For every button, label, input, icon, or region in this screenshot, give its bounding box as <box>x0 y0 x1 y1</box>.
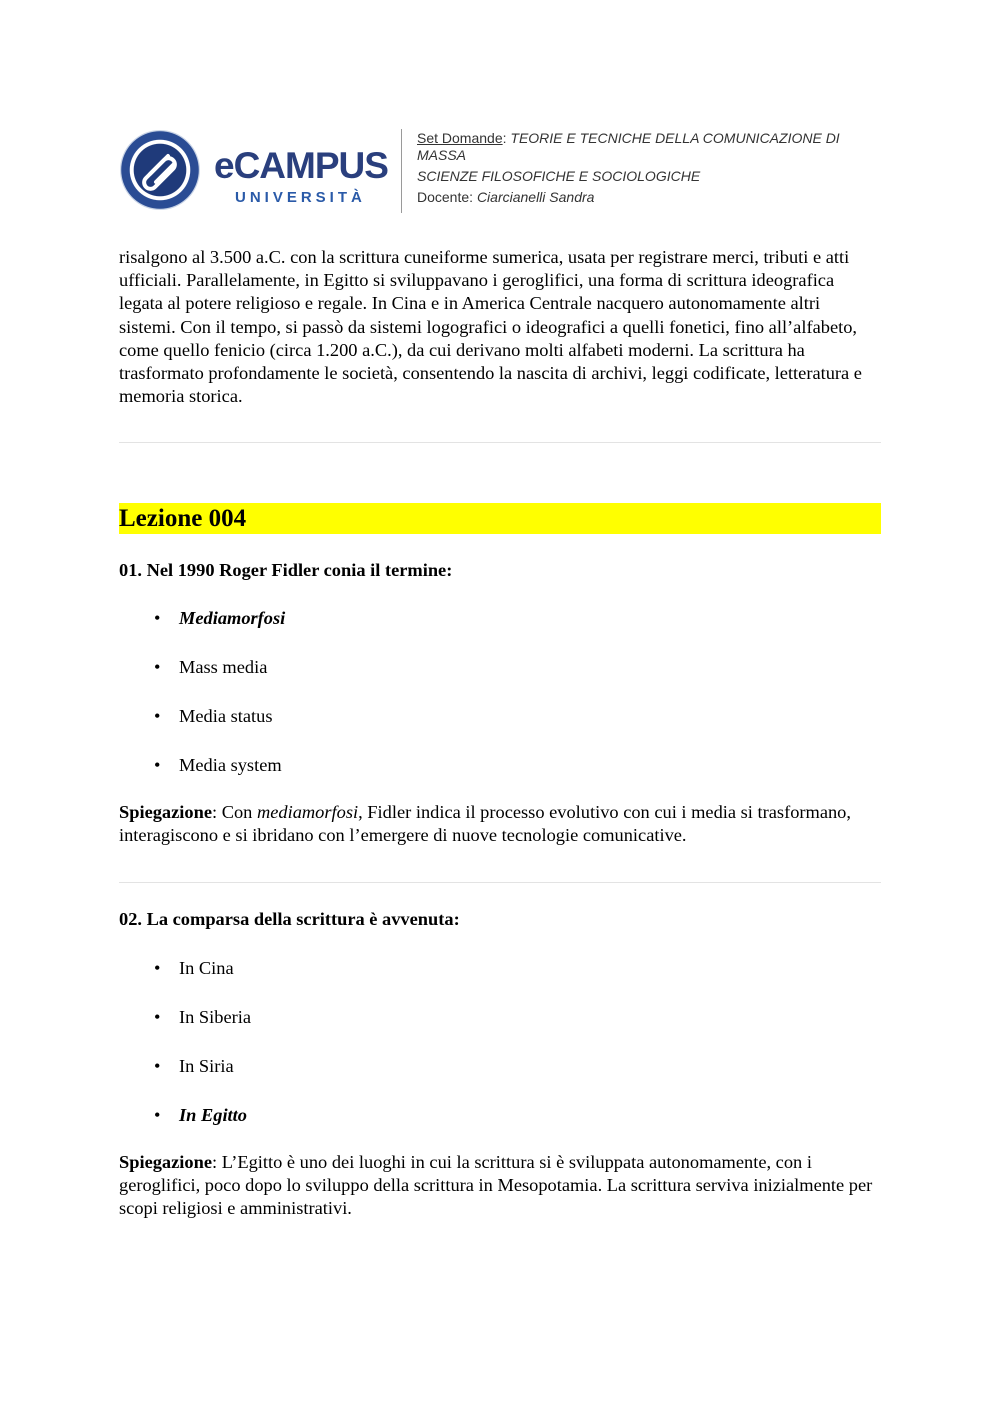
answer-option: • In Siberia <box>154 1007 252 1027</box>
logo-subtitle: UNIVERSITÀ <box>235 189 366 206</box>
option-label: Mass media <box>179 657 268 677</box>
option-label: In Siberia <box>179 1007 252 1027</box>
set-domande-label: Set Domande <box>417 130 503 146</box>
docente-label: Docente: <box>417 189 474 205</box>
divider <box>119 882 881 883</box>
answer-option: • Media status <box>154 706 273 726</box>
answer-option-correct: • Mediamorfosi <box>154 608 286 628</box>
divider <box>119 442 881 443</box>
option-label: Media system <box>179 755 282 775</box>
question-title: 02. La comparsa della scrittura è avvenuta: <box>119 909 460 929</box>
option-label: Media status <box>179 706 273 726</box>
ecampus-logo <box>118 126 408 216</box>
option-label: In Egitto <box>179 1105 247 1125</box>
explanation-text: : Con <box>211 802 257 822</box>
explanation-text: : L’Egitto è uno dei luoghi in cui la scrittura si è sviluppata autonomamente, con i geroglifici, poco dopo lo sviluppo della scrittura in Mesopotamia. La scrittura serviva inizialmente per scopi religiosi e amministrativi. <box>119 1152 873 1219</box>
explanation-term: mediamorfosi <box>256 802 359 822</box>
header-info: Set Domande: TEORIE E TECNICHE DELLA COMUNICAZIONE DI MASSA SCIENZE FILOSOFICHE E SOCIOLOGICHE Docente: Ciarcianelli Sandra <box>417 130 840 205</box>
faculty-name: SCIENZE FILOSOFICHE E SOCIOLOGICHE <box>417 168 701 184</box>
option-label: Mediamorfosi <box>179 608 286 628</box>
explanation <box>119 801 881 847</box>
answer-option: • Media system <box>154 755 282 775</box>
lesson-title: Lezione 004 <box>119 505 247 532</box>
explanation-text: , Fidler indica il processo evolutivo con cui i media si trasformano, interagiscono e si ibridano con l’emergere di nuove tecnologie comunicative. <box>119 802 851 846</box>
question-title: 01. Nel 1990 Roger Fidler conia il termine: <box>119 560 453 580</box>
explanation-label: Spiegazione <box>119 1152 212 1172</box>
explanation-label: Spiegazione <box>119 802 212 822</box>
lesson-heading <box>119 503 881 534</box>
option-label: In Siria <box>179 1056 234 1076</box>
answer-option: • Mass media <box>154 657 268 677</box>
page-header <box>118 126 888 216</box>
course-title: TEORIE E TECNICHE DELLA COMUNICAZIONE DI MASSA <box>417 130 840 163</box>
logo-wordmark: eCAMPUS <box>214 145 388 186</box>
answer-option: • In Cina <box>154 958 234 978</box>
explanation <box>119 1151 881 1221</box>
option-label: In Cina <box>179 958 234 978</box>
intro-paragraph: risalgono al 3.500 a.C. con la scrittura cuneiforme sumerica, usata per registrare merci, tributi e atti ufficiali. Parallelamente, in Egitto si sviluppavano i geroglifici, una forma di scrittura ideografica legata al potere religioso e regale. In Cina e in America Centrale nacquero autonomamente altri sistemi. Con il tempo, si passò da sistemi logografici o ideografici a quelli fonetici, fino all’alfabeto, come quello fenicio (circa 1.200 a.C.), da cui derivano molti alfabeti moderni. La scrittura ha trasformato profondamente le società, consentendo la nascita di archivi, leggi codificate, letteratura e memoria storica. <box>119 247 862 407</box>
docente-name: Ciarcianelli Sandra <box>476 189 595 205</box>
header-divider <box>401 129 402 213</box>
ecampus-emblem-icon <box>120 130 200 210</box>
answer-option-correct: • In Egitto <box>154 1105 247 1125</box>
answer-option: • In Siria <box>154 1056 234 1076</box>
